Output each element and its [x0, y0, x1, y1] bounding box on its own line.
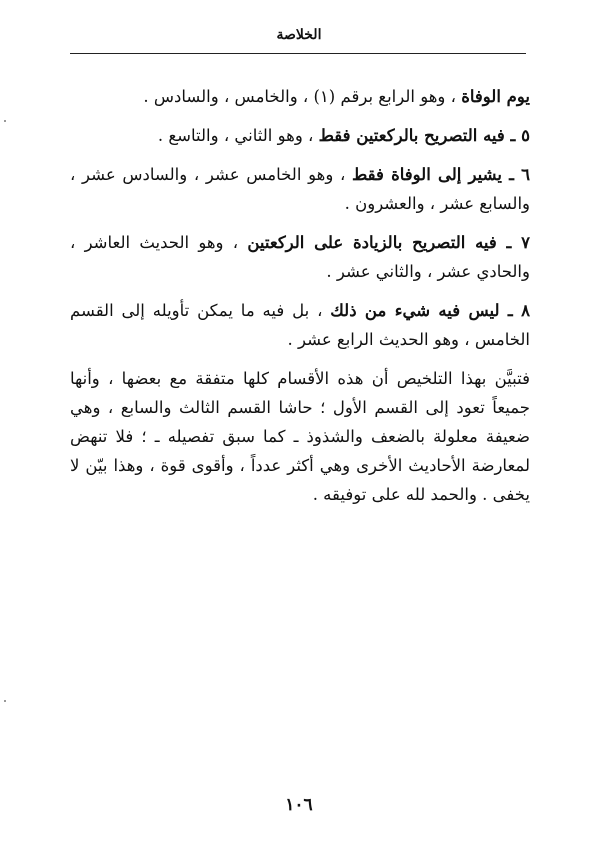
paragraph-text: ، وهو الخامس عشر ، والسادس عشر ، والسابع عشر ، والعشرون .	[70, 165, 530, 213]
header-rule	[70, 53, 526, 54]
paragraph-lead: ٥ ـ فيه التصريح بالركعتين فقط	[318, 126, 530, 145]
paragraph-item-7	[70, 228, 530, 286]
paragraph-lead: ٧ ـ فيه التصريح بالزيادة على الركعتين	[247, 233, 530, 252]
paragraph-text: فتبيَّن بهذا التلخيص أن هذه الأقسام كلها متفقة مع بعضها ، وأنها جميعاً تعود إلى القسم الأول ؛ حاشا القسم الثالث والسابع ، وهي ضعيفة معلولة بالضعف والشذوذ ـ كما سبق تفصيله ـ ؛ فلا تنهض لمعارضة الأحاديث الأخرى وهي أكثر عدداً ، وأقوى قوة ، وهذا بيّن لا يخفى . والحمد لله على توفيقه .	[70, 369, 530, 504]
paragraph-item-5	[70, 121, 530, 150]
paragraph-text: ، وهو الثاني ، والتاسع .	[157, 126, 319, 145]
paragraph-text: ، وهو الحديث العاشر ، والحادي عشر ، والثاني عشر .	[70, 233, 530, 281]
paragraph-text: ، وهو الرابع برقم (١) ، والخامس ، والسادس .	[143, 87, 462, 106]
paragraph-lead: يوم الوفاة	[461, 87, 530, 106]
paragraph-lead: ٨ ـ ليس فيه شيء من ذلك	[330, 301, 530, 320]
paragraph-item-8	[70, 296, 530, 354]
running-header: الخلاصة	[276, 27, 322, 43]
paragraph-lead: ٦ ـ يشير إلى الوفاة فقط	[352, 165, 530, 184]
paragraph-item-6	[70, 160, 530, 218]
paragraph-1	[70, 82, 530, 111]
scan-edge-mark	[4, 700, 6, 702]
paragraph-conclusion	[70, 364, 530, 509]
body-text	[70, 82, 530, 519]
scan-edge-mark	[4, 120, 6, 122]
paragraph-text: ، بل فيه ما يمكن تأويله إلى القسم الخامس ، وهو الحديث الرابع عشر .	[70, 301, 530, 349]
page-number: ١٠٦	[285, 795, 313, 815]
